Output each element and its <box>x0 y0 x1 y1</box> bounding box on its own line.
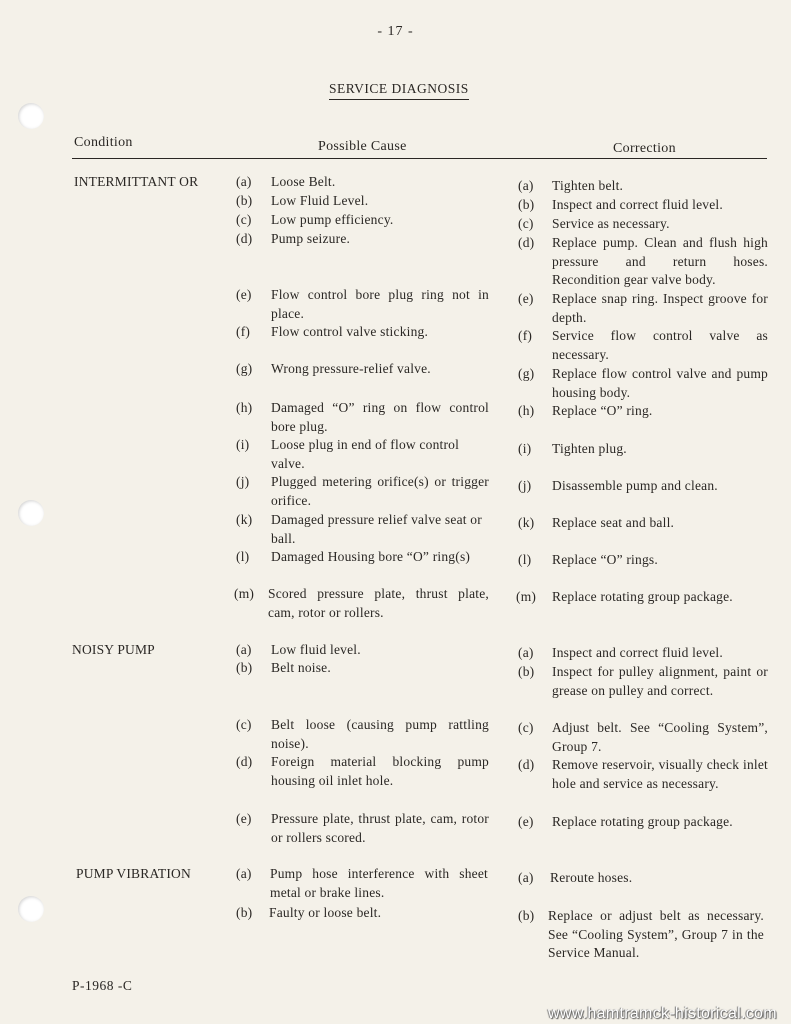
correction: Replace rotating group package. <box>552 814 733 829</box>
watermark: www.hamtramck-historical.com <box>548 1005 777 1022</box>
possible-cause: Flow control bore plug ring not in place. <box>271 287 489 321</box>
binder-hole <box>18 500 44 526</box>
item-letter: (a) <box>518 645 534 660</box>
possible-cause: Scored pressure plate, thrust plate, cam, rotor or rollers. <box>268 586 489 620</box>
possible-cause: Plugged metering orifice(s) or trigger orifice. <box>271 474 489 508</box>
item-letter: (a) <box>518 870 534 885</box>
possible-cause: Damaged “O” ring on flow control bore plug. <box>271 400 489 434</box>
correction: Inspect and correct fluid level. <box>552 645 723 660</box>
possible-cause: Pump seizure. <box>271 231 351 246</box>
correction: Reroute hoses. <box>550 870 633 885</box>
possible-cause: Loose Belt. <box>271 174 336 189</box>
header-divider <box>72 158 767 159</box>
item-letter: (j) <box>518 478 532 493</box>
possible-cause: Low fluid level. <box>271 642 361 657</box>
item-letter: (m) <box>516 589 537 604</box>
item-letter: (h) <box>518 403 535 418</box>
possible-cause: Belt noise. <box>271 660 331 675</box>
item-letter: (d) <box>236 754 253 769</box>
header-condition: Condition <box>74 135 133 150</box>
item-letter: (b) <box>236 905 253 920</box>
document-code: P-1968 -C <box>72 978 133 993</box>
correction: Tighten plug. <box>552 441 627 456</box>
item-letter: (k) <box>518 515 535 530</box>
possible-cause: Belt loose (causing pump rattling noise). <box>271 717 489 751</box>
correction: Replace or adjust belt as necessary. See “Cooling System”, Group 7 in the Service Manual. <box>548 908 764 961</box>
binder-hole <box>18 103 44 129</box>
item-letter: (m) <box>234 586 255 601</box>
condition-label: INTERMITTANT OR <box>74 174 199 189</box>
correction: Remove reservoir, visually check inlet hole and service as necessary. <box>552 757 768 791</box>
item-letter: (e) <box>236 287 252 302</box>
correction: Replace flow control valve and pump housing body. <box>552 366 768 400</box>
binder-hole <box>18 896 44 922</box>
item-letter: (d) <box>518 757 535 772</box>
header-possible-cause: Possible Cause <box>318 139 407 154</box>
item-letter: (e) <box>236 811 252 826</box>
item-letter: (e) <box>518 291 534 306</box>
item-letter: (c) <box>236 212 252 227</box>
item-letter: (e) <box>518 814 534 829</box>
possible-cause: Flow control valve sticking. <box>271 324 429 339</box>
correction: Inspect and correct fluid level. <box>552 197 723 212</box>
possible-cause: Foreign material blocking pump housing oil inlet hole. <box>271 754 489 788</box>
page-number: - 17 - <box>377 24 414 39</box>
possible-cause: Faulty or loose belt. <box>269 905 382 920</box>
page-title: SERVICE DIAGNOSIS <box>329 81 469 100</box>
item-letter: (l) <box>236 549 250 564</box>
correction: Replace “O” ring. <box>552 403 653 418</box>
item-letter: (h) <box>236 400 253 415</box>
correction: Service as necessary. <box>552 216 670 231</box>
item-letter: (b) <box>518 908 535 923</box>
correction: Adjust belt. See “Cooling System”, Group 7. <box>552 720 768 754</box>
correction: Replace “O” rings. <box>552 552 658 567</box>
condition-label: PUMP VIBRATION <box>76 866 191 881</box>
item-letter: (c) <box>518 720 534 735</box>
item-letter: (f) <box>518 328 533 343</box>
item-letter: (l) <box>518 552 532 567</box>
correction: Replace snap ring. Inspect groove for depth. <box>552 291 768 325</box>
correction: Replace seat and ball. <box>552 515 675 530</box>
item-letter: (a) <box>236 642 252 657</box>
correction: Replace pump. Clean and flush high pressure and return hoses. Recondition gear valve body. <box>552 235 768 288</box>
correction: Disassemble pump and clean. <box>552 478 718 493</box>
item-letter: (g) <box>236 361 253 376</box>
item-letter: (f) <box>236 324 251 339</box>
item-letter: (a) <box>236 866 252 881</box>
correction: Replace rotating group package. <box>552 589 733 604</box>
item-letter: (g) <box>518 366 535 381</box>
possible-cause: Pump hose interference with sheet metal or brake lines. <box>270 866 488 900</box>
item-letter: (k) <box>236 512 253 527</box>
item-letter: (j) <box>236 474 250 489</box>
item-letter: (c) <box>236 717 252 732</box>
possible-cause: Low Fluid Level. <box>271 193 369 208</box>
possible-cause: Low pump efficiency. <box>271 212 394 227</box>
item-letter: (a) <box>236 174 252 189</box>
possible-cause: Damaged Housing bore “O” ring(s) <box>271 549 471 564</box>
correction: Tighten belt. <box>552 178 624 193</box>
item-letter: (i) <box>236 437 250 452</box>
item-letter: (b) <box>236 193 253 208</box>
item-letter: (c) <box>518 216 534 231</box>
item-letter: (b) <box>236 660 253 675</box>
possible-cause: Wrong pressure-relief valve. <box>271 361 431 376</box>
possible-cause: Damaged pressure relief valve seat or ball. <box>271 512 482 546</box>
item-letter: (b) <box>518 664 535 679</box>
correction: Inspect for pulley alignment, paint or grease on pulley and correct. <box>552 664 768 698</box>
possible-cause: Loose plug in end of flow control valve. <box>271 437 460 471</box>
correction: Service flow control valve as necessary. <box>552 328 768 362</box>
possible-cause: Pressure plate, thrust plate, cam, rotor or rollers scored. <box>271 811 489 845</box>
item-letter: (i) <box>518 441 532 456</box>
condition-label: NOISY PUMP <box>72 642 155 657</box>
header-correction: Correction <box>613 141 676 156</box>
item-letter: (d) <box>236 231 253 246</box>
item-letter: (b) <box>518 197 535 212</box>
item-letter: (d) <box>518 235 535 250</box>
item-letter: (a) <box>518 178 534 193</box>
